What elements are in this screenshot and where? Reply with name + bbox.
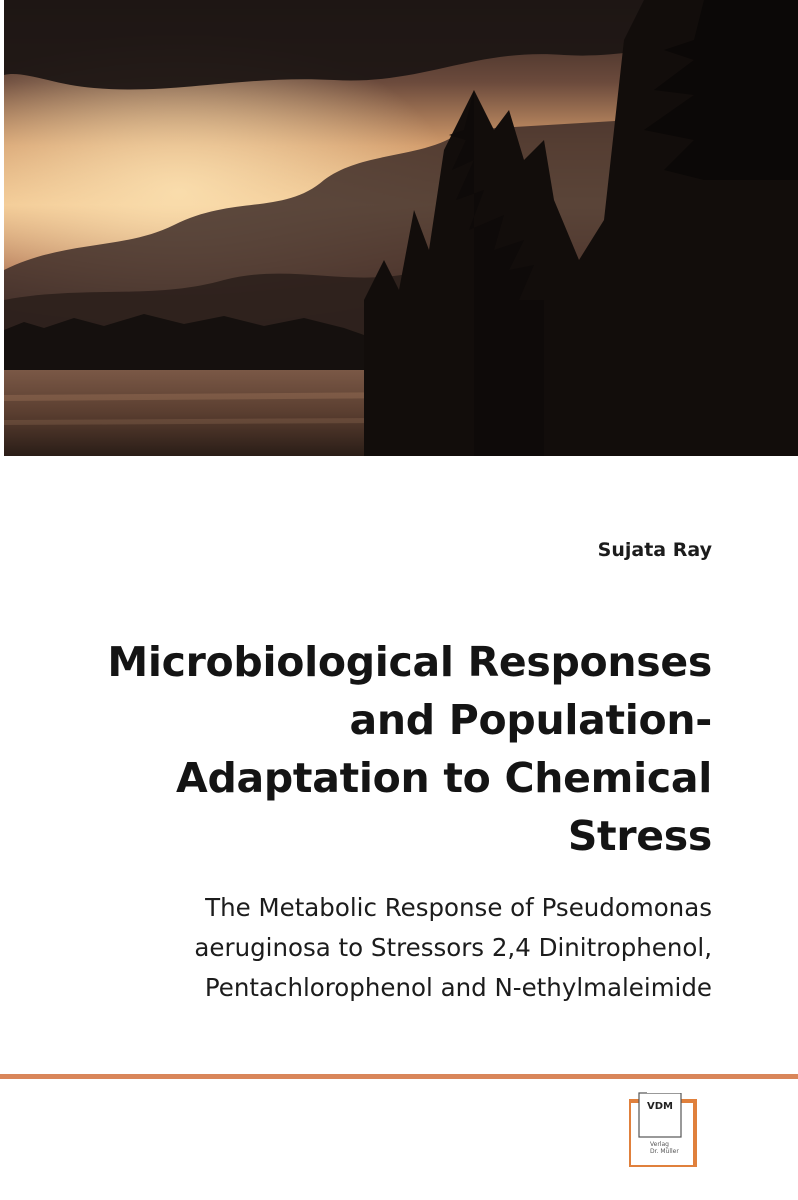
title-line: Microbiological Responses [107,638,712,686]
publisher-brand: VDM [647,1101,673,1112]
subtitle-line: Pentachlorophenol and N-ethylmaleimide [204,973,712,1002]
vdm-logo-icon [629,1087,711,1167]
book-title [12,633,712,865]
subtitle-line: The Metabolic Response of Pseudomonas [205,893,712,922]
title-line: Stress [567,812,712,860]
publisher-logo [629,1087,711,1167]
orange-divider [0,1074,798,1079]
publisher-line-2: Dr. Müller [650,1148,679,1155]
author-name: Sujata Ray [597,539,712,561]
subtitle-line: aeruginosa to Stressors 2,4 Dinitrophenol, [194,933,712,962]
publisher-line-1: Verlag [650,1141,669,1148]
book-subtitle [0,888,712,1008]
cover-photo [4,0,798,456]
title-line: and Population- [349,696,712,744]
title-line: Adaptation to Chemical [176,754,712,802]
sunset-lake-forest-photo [4,0,798,456]
